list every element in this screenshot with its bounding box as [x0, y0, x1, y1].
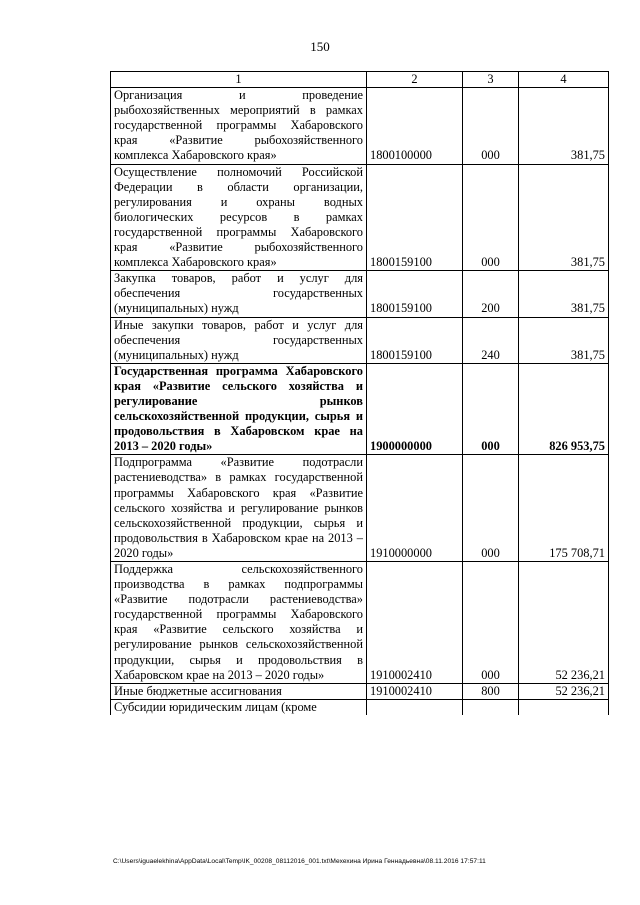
row-name: Подпрограмма «Развитие подотрасли растениеводства» в рамках государственной программы Хабаровского края «Развитие сельского хозяйства и регулирование рынков сельскохозяйственной продукции, сырья и продовольствия в Хабаровском крае на 2013 – 2020 годы»: [111, 455, 367, 562]
footer-file-path: C:\Users\iguaelekhina\AppData\Local\Temp\IK_00208_08112016_001.txt\Мехехина Ирина Геннадьевна\08.11.2016 17:57:11: [113, 858, 486, 865]
table-row: [111, 88, 609, 164]
row-name: Иные бюджетные ассигнования: [111, 683, 367, 699]
row-code: [367, 699, 463, 715]
row-expense-type: 800: [463, 683, 519, 699]
table-row: [111, 271, 609, 317]
row-amount: 381,75: [519, 164, 609, 271]
table-row: [111, 683, 609, 699]
row-amount: 381,75: [519, 88, 609, 164]
row-code: 1910002410: [367, 683, 463, 699]
column-header: 3: [463, 72, 519, 88]
row-code: 1910002410: [367, 562, 463, 684]
row-expense-type: 000: [463, 363, 519, 455]
row-name: Государственная программа Хабаровского края «Развитие сельского хозяйства и регулирование рынков сельскохозяйственной продукции, сырья и продовольствия в Хабаровском крае на 2013 – 2020 годы»: [111, 363, 367, 455]
row-name: Поддержка сельскохозяйственного производства в рамках подпрограммы «Развитие подотрасли растениеводства» государственной программы Хабаровского края «Развитие сельского хозяйства и регулирование рынков сельскохозяйственной продукции, сырья и продовольствия в Хабаровском крае на 2013 – 2020 годы»: [111, 562, 367, 684]
row-expense-type: 000: [463, 164, 519, 271]
row-amount: 826 953,75: [519, 363, 609, 455]
table-row: [111, 164, 609, 271]
row-code: 1800159100: [367, 317, 463, 363]
table-row: [111, 562, 609, 684]
row-name: Субсидии юридическим лицам (кроме: [111, 699, 367, 715]
row-amount: 381,75: [519, 317, 609, 363]
row-code: 1800159100: [367, 164, 463, 271]
row-code: 1900000000: [367, 363, 463, 455]
table-row-program: [111, 363, 609, 455]
page-number: 150: [310, 39, 330, 54]
table-row: [111, 317, 609, 363]
row-amount: [519, 699, 609, 715]
column-header: 4: [519, 72, 609, 88]
row-amount: 175 708,71: [519, 455, 609, 562]
row-amount: 381,75: [519, 271, 609, 317]
column-header: 1: [111, 72, 367, 88]
row-name: Осуществление полномочий Российской Федерации в области организации, регулирования и охраны водных биологических ресурсов в рамках государственной программы Хабаровского края «Развитие рыбохозяйственного комплекса Хабаровского края»: [111, 164, 367, 271]
row-name: Иные закупки товаров, работ и услуг для обеспечения государственных (муниципальных) нужд: [111, 317, 367, 363]
row-expense-type: 000: [463, 88, 519, 164]
row-expense-type: 000: [463, 562, 519, 684]
row-name: Закупка товаров, работ и услуг для обеспечения государственных (муниципальных) нужд: [111, 271, 367, 317]
row-expense-type: 200: [463, 271, 519, 317]
budget-table: [110, 71, 609, 715]
row-expense-type: 240: [463, 317, 519, 363]
table-row-continued: [111, 699, 609, 715]
row-amount: 52 236,21: [519, 562, 609, 684]
row-code: 1910000000: [367, 455, 463, 562]
row-expense-type: 000: [463, 455, 519, 562]
row-name: Организация и проведение рыбохозяйственных мероприятий в рамках государственной программы Хабаровского края «Развитие рыбохозяйственного комплекса Хабаровского края»: [111, 88, 367, 164]
row-code: 1800159100: [367, 271, 463, 317]
column-header: 2: [367, 72, 463, 88]
table-header-row: [111, 72, 609, 88]
row-amount: 52 236,21: [519, 683, 609, 699]
row-code: 1800100000: [367, 88, 463, 164]
table-row: [111, 455, 609, 562]
row-expense-type: [463, 699, 519, 715]
